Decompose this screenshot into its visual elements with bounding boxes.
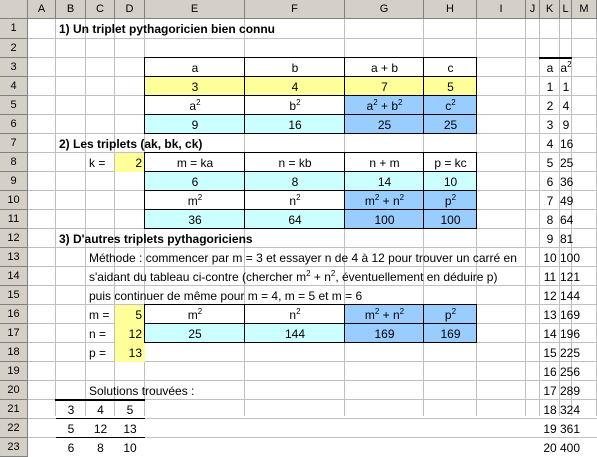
row-header-17[interactable]: 17 (0, 324, 28, 343)
table-divider (145, 190, 477, 191)
gridline-h (28, 380, 597, 381)
section3-header: $p^2$ (444, 307, 457, 322)
section2-value: 10 (443, 175, 458, 189)
section2-value: 14 (377, 175, 392, 189)
section1-square: 9 (191, 118, 199, 132)
m-label: m = (89, 308, 110, 322)
row-header-8[interactable]: 8 (0, 153, 28, 172)
squares-a-value: 18 (543, 403, 557, 417)
row-header-1[interactable]: 1 (0, 19, 28, 39)
squares-a2-value: 256 (560, 365, 581, 379)
row-header-3[interactable]: 3 (0, 58, 28, 77)
squares-a2-value: 324 (560, 403, 581, 417)
row-header-11[interactable]: 11 (0, 210, 28, 229)
squares-a-value: 16 (543, 365, 557, 379)
squares-a-value: 6 (546, 175, 554, 189)
solution-cell: 4 (97, 403, 104, 417)
squares-a2-value: 4 (562, 99, 570, 113)
squares-a-value: 1 (546, 80, 554, 94)
squares-a2-value: 49 (560, 194, 574, 208)
squares-a2-value: 64 (560, 213, 574, 227)
section3-value: 144 (284, 327, 306, 341)
gridline-h (28, 38, 597, 39)
gridline-h (28, 152, 597, 153)
section3-header: $m^2$ (187, 307, 203, 322)
section2-header: n + m (369, 156, 400, 170)
row-header-4[interactable]: 4 (0, 77, 28, 96)
solution-cell: 5 (126, 403, 134, 417)
squares-a2-value: 121 (560, 270, 581, 284)
gridline-h (28, 247, 597, 248)
column-header-m[interactable]: M (572, 0, 597, 19)
section1-header: a (191, 61, 199, 75)
squares-a-value: 5 (546, 156, 554, 170)
n-label: n = (89, 327, 107, 341)
squares-a2-value: 1 (562, 80, 570, 94)
table-divider (145, 114, 477, 115)
row-header-5[interactable]: 5 (0, 96, 28, 115)
squares-a2-value: 16 (560, 137, 574, 151)
gridline-h (28, 361, 597, 362)
method-text: Méthode : commencer par m = 3 et essayer n de 4 à 12 pour trouver un carré en (89, 251, 517, 265)
row-header-9[interactable]: 9 (0, 172, 28, 191)
section2-value: 8 (291, 175, 299, 189)
section2-square: 100 (374, 213, 395, 227)
section2-square: 100 (440, 213, 461, 227)
table-divider (145, 95, 477, 96)
p-value: 13 (128, 346, 142, 360)
section2-header: n = kb (278, 156, 312, 170)
row-header-10[interactable]: 10 (0, 191, 28, 210)
solution-cell: 3 (67, 403, 75, 417)
solution-cell: 10 (123, 441, 137, 455)
section2-square-label: $m^2$ (187, 193, 203, 208)
section1-title: 1) Un triplet pythagoricien bien connu (59, 22, 276, 36)
section2-square-label: $p^2$ (444, 193, 457, 208)
section3-value: 25 (188, 327, 202, 341)
m-value: 5 (135, 308, 142, 322)
table-divider (56, 418, 145, 419)
table-divider (145, 76, 477, 77)
gridline-v (55, 19, 56, 416)
gridline-v (525, 19, 526, 416)
section1-value: 3 (191, 80, 199, 94)
squares-a2-value: 25 (560, 156, 574, 170)
k-label: k = (89, 156, 106, 170)
squares-a2-value: 144 (560, 289, 581, 303)
solution-cell: 6 (67, 441, 75, 455)
row-header-15[interactable]: 15 (0, 286, 28, 305)
squares-header-a: a (546, 61, 554, 75)
section2-header: m = ka (176, 156, 214, 170)
squares-a2-value: 36 (560, 175, 574, 189)
section1-square: 25 (377, 118, 392, 132)
row-header-16[interactable]: 16 (0, 305, 28, 324)
section3-value: 169 (440, 327, 461, 341)
solution-cell: 12 (93, 422, 108, 436)
column-header-k[interactable]: K (540, 0, 560, 19)
row-header-19[interactable]: 19 (0, 362, 28, 381)
table-divider (145, 209, 477, 210)
section1-value: 4 (291, 80, 299, 94)
row-header-22[interactable]: 22 (0, 419, 28, 438)
solution-cell: 5 (67, 422, 75, 436)
section1-square-label: $b^2$ (289, 98, 301, 113)
select-all-corner[interactable] (0, 0, 28, 19)
section2-header: p = kc (434, 156, 467, 170)
squares-a2-value: 9 (562, 118, 570, 132)
row-header-13[interactable]: 13 (0, 248, 28, 267)
squares-a2-value: 361 (560, 422, 581, 436)
gridline-h (28, 285, 597, 286)
column-header-f[interactable]: F (245, 0, 345, 19)
squares-a-value: 7 (546, 194, 554, 208)
section2-square: 36 (188, 213, 202, 227)
gridline-h (28, 399, 597, 400)
squares-a2-value: 100 (560, 251, 581, 265)
gridline-h (28, 57, 597, 58)
squares-a-value: 19 (543, 422, 557, 436)
solution-cell: 8 (97, 441, 104, 455)
section1-header: a + b (370, 61, 399, 75)
column-header-a[interactable]: A (28, 0, 56, 19)
row-header-7[interactable]: 7 (0, 134, 28, 153)
section2-value: 6 (191, 175, 199, 189)
row-header-2[interactable]: 2 (0, 39, 28, 58)
gridline-h (28, 304, 597, 305)
squares-a-value: 20 (543, 441, 557, 455)
table-divider (145, 171, 477, 172)
squares-a-value: 3 (546, 118, 554, 132)
squares-a-value: 14 (543, 327, 557, 341)
section1-square: 25 (443, 118, 458, 132)
column-header-g[interactable]: G (345, 0, 424, 19)
section3-title: 3) D'autres triplets pythagoriciens (59, 232, 253, 246)
squares-a2-value: 169 (560, 308, 581, 322)
section1-square-label: $a^2$ (189, 98, 201, 113)
section2-title: 2) Les triplets (ak, bk, ck) (59, 137, 203, 151)
squares-a2-value: 81 (560, 232, 574, 246)
row-header-23[interactable]: 23 (0, 438, 28, 457)
squares-a2-value: 225 (560, 346, 581, 360)
squares-a2-value: 400 (560, 441, 581, 455)
squares-a-value: 12 (543, 289, 557, 303)
squares-a-value: 2 (546, 99, 554, 113)
column-header-l[interactable]: L (560, 0, 572, 19)
gridline-v (85, 19, 86, 416)
section1-value: 7 (381, 80, 388, 94)
section1-square-label: $c^2$ (445, 98, 456, 113)
row-header-14[interactable]: 14 (0, 267, 28, 286)
solutions-title: Solutions trouvées : (89, 384, 195, 398)
table-divider (56, 437, 145, 438)
squares-a-value: 11 (543, 270, 557, 284)
row-header-12[interactable]: 12 (0, 229, 28, 248)
row-header-6[interactable]: 6 (0, 115, 28, 134)
column-header-b[interactable]: B (56, 0, 86, 19)
section1-value: 5 (447, 80, 454, 94)
squares-a-value: 15 (543, 346, 557, 360)
column-header-j[interactable]: J (526, 0, 540, 19)
section3-value: 169 (374, 327, 395, 341)
section1-square-label: $a^2 + b^2$ (366, 98, 403, 113)
column-header-e[interactable]: E (145, 0, 245, 19)
row-header-20[interactable]: 20 (0, 381, 28, 400)
solution-cell: 13 (123, 422, 137, 436)
squares-header-a2: $a^2$ (560, 60, 572, 75)
section2-square-label: $n^2$ (289, 193, 301, 208)
squares-a2-value: 196 (560, 327, 581, 341)
squares-a-value: 13 (543, 308, 557, 322)
p-label: p = (89, 346, 107, 360)
method-text: puis continuer de même pour m = 4, m = 5 et m = 6 (89, 289, 363, 303)
table-divider (145, 323, 477, 324)
section2-square: 64 (288, 213, 302, 227)
column-header-i[interactable]: I (477, 0, 526, 19)
squares-a-value: 8 (546, 213, 554, 227)
method-text: s'aidant du tableau ci-contre (chercher $m^2 + n^2$, éventuellement en déduire p) (89, 269, 498, 284)
squares-a-value: 10 (543, 251, 557, 265)
squares-a2-value: 289 (560, 384, 581, 398)
squares-a-value: 4 (546, 137, 554, 151)
squares-a-value: 9 (546, 232, 554, 246)
column-header-c[interactable]: C (86, 0, 115, 19)
column-header-h[interactable]: H (424, 0, 477, 19)
n-value: 12 (128, 327, 142, 341)
column-header-d[interactable]: D (115, 0, 145, 19)
section2-square-label: $m^2 + n^2$ (364, 193, 405, 208)
k-value: 2 (135, 156, 142, 170)
gridline-h (28, 266, 597, 267)
row-header-18[interactable]: 18 (0, 343, 28, 362)
section3-header: $m^2 + n^2$ (364, 307, 405, 322)
section1-square: 16 (288, 118, 302, 132)
section3-header: $n^2$ (289, 307, 301, 322)
section1-header: c (447, 61, 454, 75)
squares-a-value: 17 (543, 384, 557, 398)
row-header-21[interactable]: 21 (0, 400, 28, 419)
section1-header: b (291, 61, 299, 75)
